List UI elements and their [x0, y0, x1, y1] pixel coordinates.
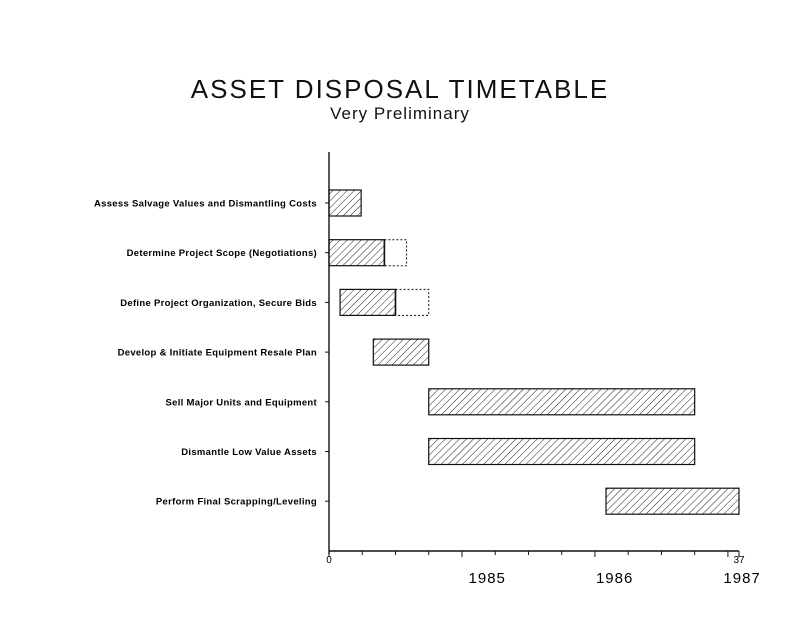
- task-label: Develop & Initiate Equipment Resale Plan: [117, 347, 317, 359]
- x-year-label: 1985: [468, 570, 506, 587]
- task-bar: [373, 339, 428, 365]
- task-label: Assess Salvage Values and Dismantling Costs: [93, 198, 317, 210]
- x-tick-label-end: 37: [733, 555, 745, 566]
- task-bar-tentative: [395, 289, 428, 315]
- task-bar: [606, 488, 739, 514]
- x-year-label: 1986: [595, 570, 634, 587]
- x-tick-label-start: 0: [326, 555, 332, 566]
- task-label: Sell Major Units and Equipment: [165, 397, 317, 409]
- task-label: Perform Final Scrapping/Leveling: [155, 496, 317, 508]
- task-label: Determine Project Scope (Negotiations): [126, 248, 317, 260]
- task-bar-tentative: [384, 240, 406, 266]
- chart-title: ASSET DISPOSAL TIMETABLE: [190, 74, 610, 104]
- task-label: Define Project Organization, Secure Bids: [120, 297, 317, 309]
- chart-subtitle: Very Preliminary: [330, 104, 470, 123]
- task-bar: [429, 389, 695, 415]
- task-bar: [329, 190, 361, 216]
- task-bar: [429, 439, 695, 465]
- task-label: Dismantle Low Value Assets: [181, 447, 317, 458]
- task-bar: [329, 240, 384, 266]
- task-bar: [340, 289, 395, 315]
- x-year-label: 1987: [723, 570, 761, 587]
